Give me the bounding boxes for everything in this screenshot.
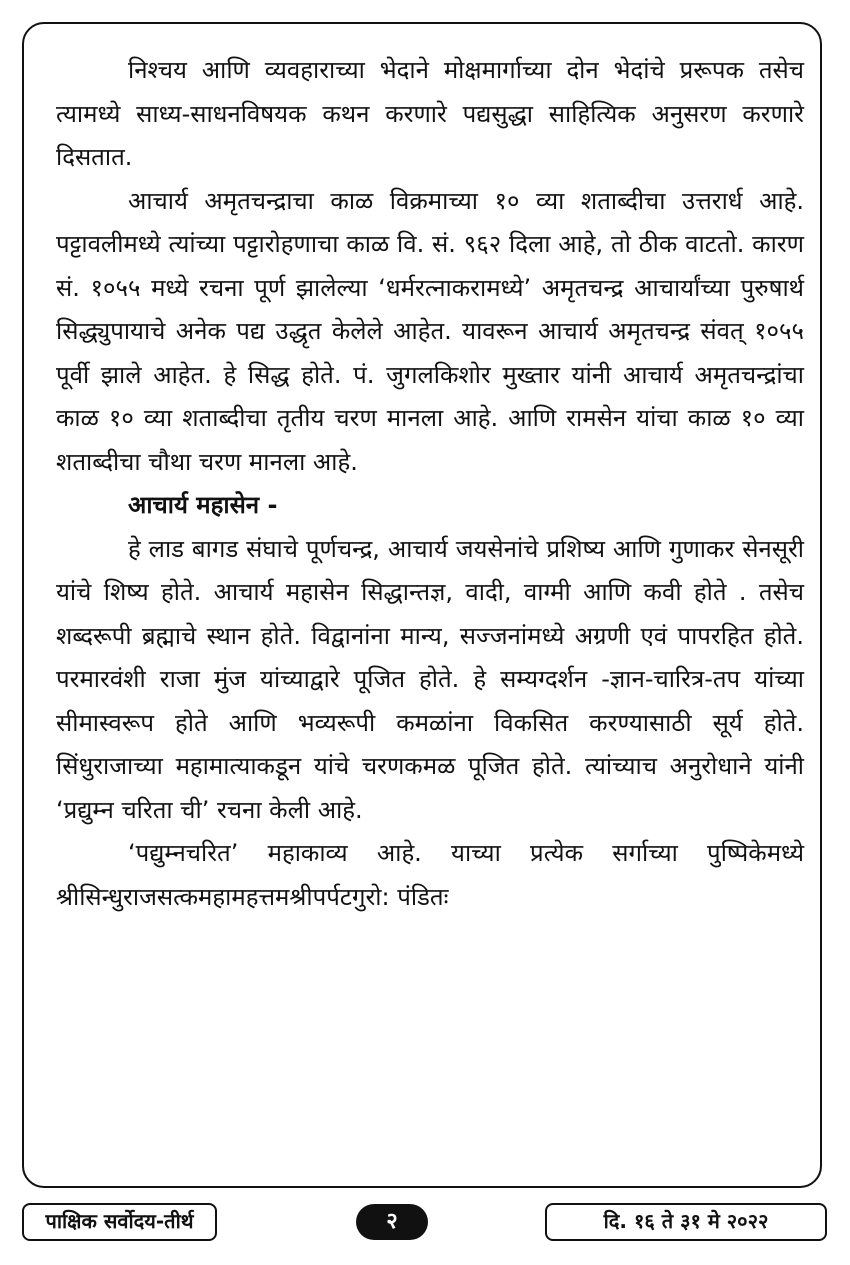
publication-name-box: पाक्षिक सर्वोदय-तीर्थ [22, 1203, 217, 1241]
paragraph-pradyumnacharit: ‘पद्युम्नचरित’ महाकाव्य आहे. याच्या प्रत्येक सर्गाच्या पुष्पिकेमध्ये श्रीसिन्धुराजसत्कमहामहत्तमश्रीपर्पटगुरो: पंडितः [56, 839, 804, 911]
document-body [56, 49, 804, 919]
paragraph-amritchandra: आचार्य अमृतचन्द्राचा काळ विक्रमाच्या १० व्या शताब्दीचा उत्तरार्ध आहे. पट्टावलीमध्ये त्यांच्या पट्टारोहणाचा काळ वि. सं. ९६२ दिला आहे, तो ठीक वाटतो. कारण सं. १०५५ मध्ये रचना पूर्ण झालेल्या ‘धर्मरत्नाकरामध्ये’ अमृतचन्द्र आचार्यांच्या पुरुषार्थ सिद्ध्युपायाचे अनेक पद्य उद्धृत केलेले आहेत. यावरून आचार्य अमृतचन्द्र संवत् १०५५ पूर्वी झाले आहेत. हे सिद्ध होते. पं. जुगलकिशोर मुख्तार यांनी आचार्य अमृतचन्द्रांचा काळ १० व्या शताब्दीचा तृतीय चरण मानला आहे. आणि रामसेन यांचा काळ १० व्या शताब्दीचा चौथा चरण मानला आहे. [56, 186, 804, 476]
paragraph-nishchay: निश्चय आणि व्यवहाराच्या भेदाने मोक्षमार्गाच्या दोन भेदांचे प्ररूपक तसेच त्यामध्ये साध्य-साधनविषयक कथन करणारे पद्यसुद्धा साहित्यिक अनुसरण करणारे दिसतात. [56, 56, 804, 171]
page-number-badge: २ [356, 1204, 428, 1240]
section-heading-mahasen: आचार्य महासेन - [128, 491, 278, 519]
paragraph-mahasen: हे लाड बागड संघाचे पूर्णचन्द्र, आचार्य जयसेनांचे प्रशिष्य आणि गुणाकर सेनसूरी यांचे शिष्य होते. आचार्य महासेन सिद्धान्तज्ञ, वादी, वाग्मी आणि कवी होते . तसेच शब्दरूपी ब्रह्माचे स्थान होते. विद्वानांना मान्य, सज्जनांमध्ये अग्रणी एवं पापरहित होते. परमारवंशी राजा मुंज यांच्याद्वारे पूजित होते. हे सम्यग्दर्शन -ज्ञान-चारित्र-तप यांच्या सीमास्वरूप होते आणि भव्यरूपी कमळांना विकसित करण्यासाठी सूर्य होते. सिंधुराजाच्या महामात्याकडून यांचे चरणकमळ पूजित होते. त्यांच्याच अनुरोधाने यांनी ‘प्रद्युम्न चरिता ची’ रचना केली आहे. [56, 534, 804, 824]
issue-date-box: दि. १६ ते ३१ मे २०२२ [545, 1203, 827, 1241]
